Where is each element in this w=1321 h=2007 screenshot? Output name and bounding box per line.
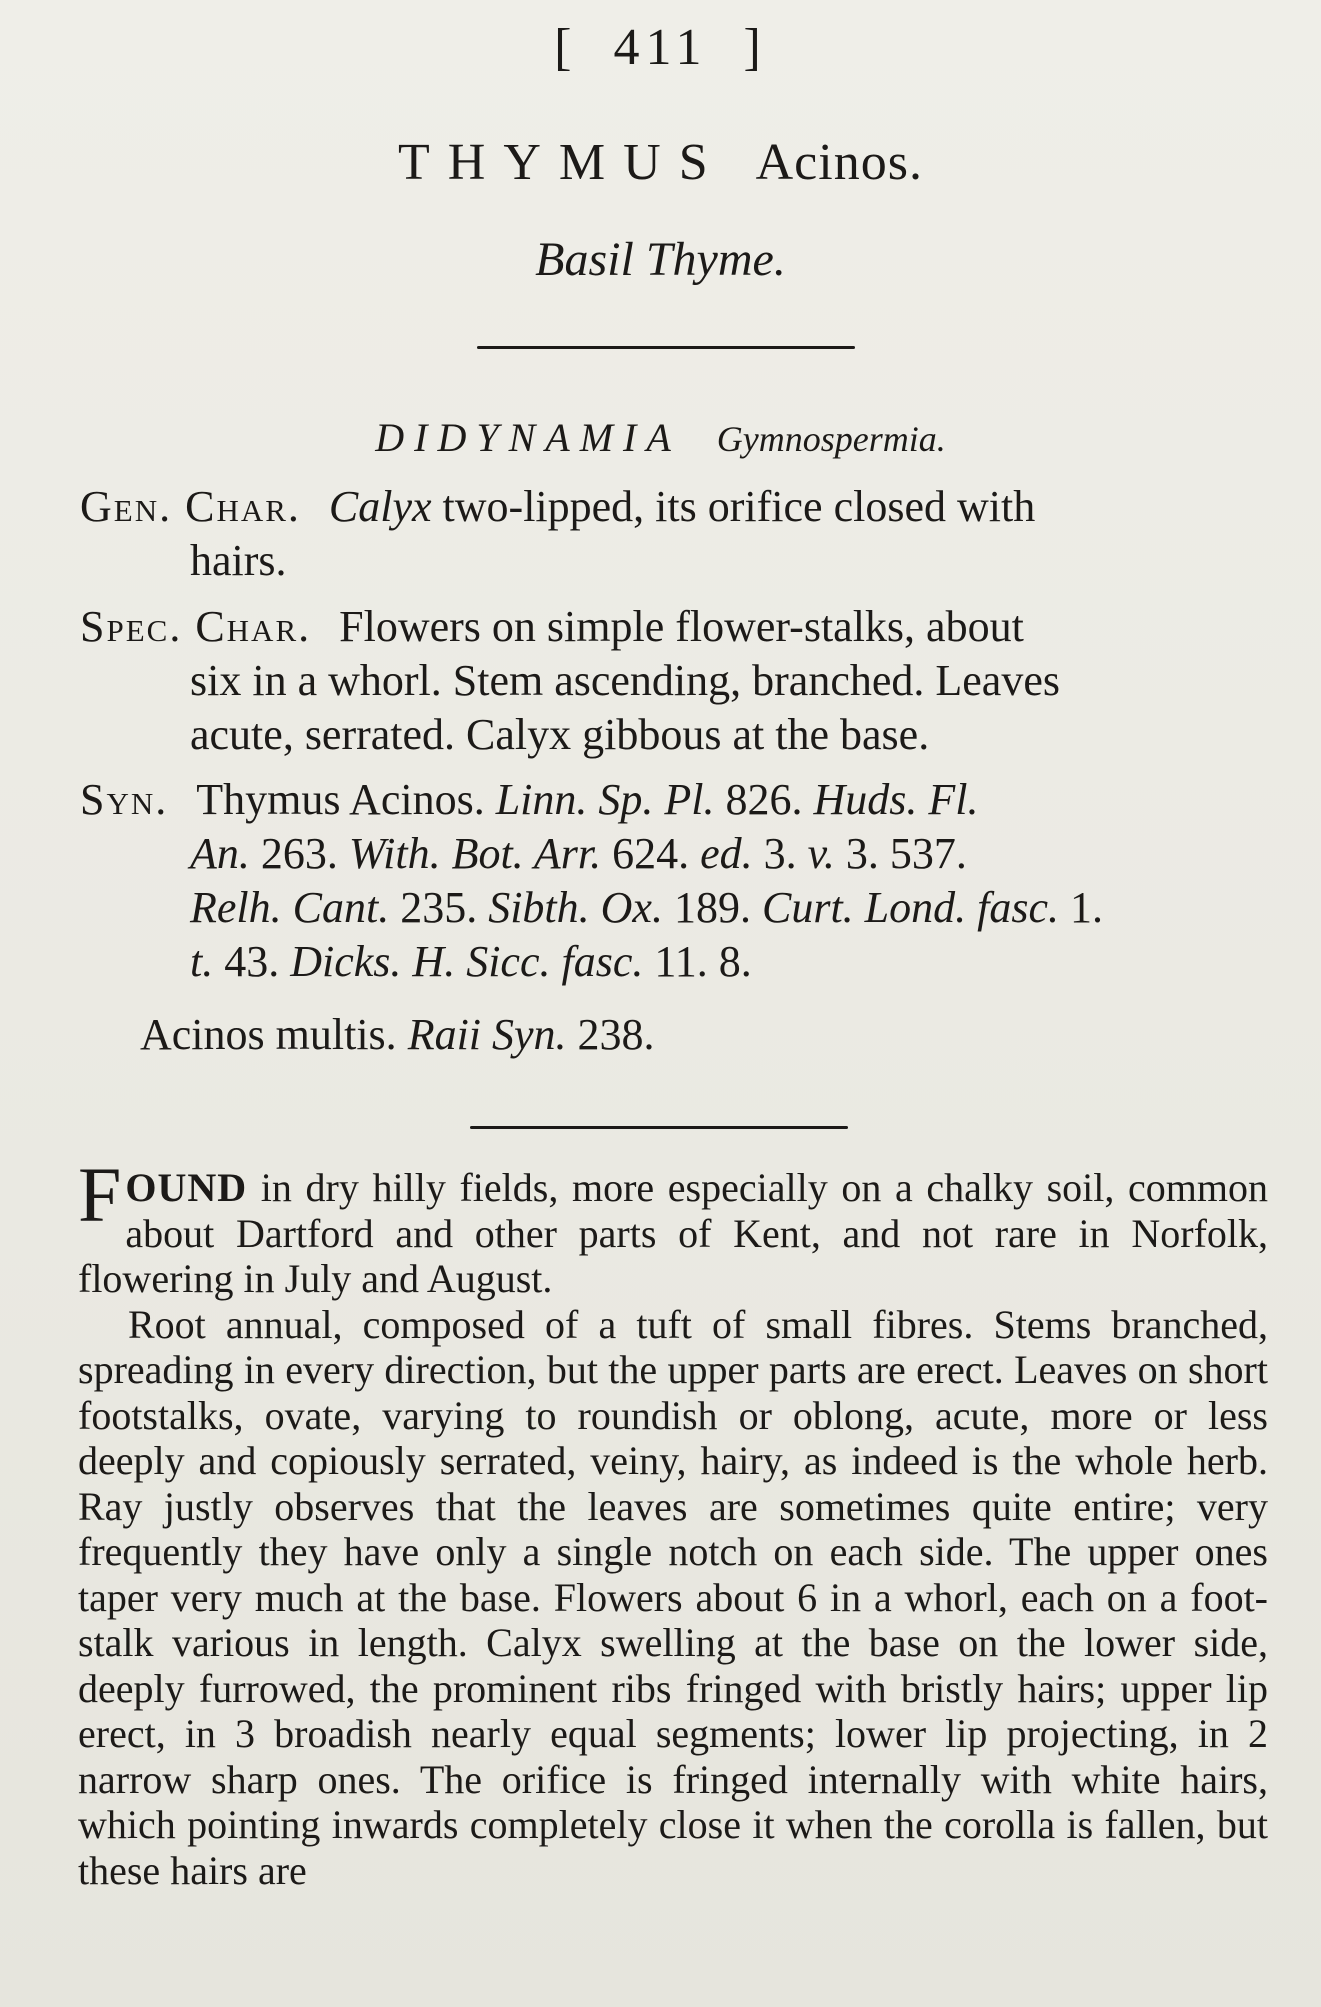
syn-line-1 — [80, 773, 1260, 827]
syn-ref: Sibth. Ox. — [488, 883, 663, 932]
page-number: 411 — [613, 19, 708, 76]
acinos-ref: Raii Syn. — [407, 1010, 567, 1059]
syn-text: 189. — [662, 883, 762, 932]
gen-char-text: two-lipped, its orifice closed with — [431, 482, 1036, 531]
syn-line-3 — [80, 881, 1260, 935]
syn-text: 3. — [752, 829, 808, 878]
syn-text: 263. — [249, 829, 349, 878]
acinos-name: Acinos multis. — [140, 1010, 408, 1059]
divider-rule-top — [477, 346, 855, 349]
syn-text: Thymus Acinos. — [196, 775, 496, 824]
syn-line-4 — [80, 935, 1260, 989]
species-title — [0, 133, 1321, 192]
drop-cap: F — [78, 1151, 122, 1238]
syn-ref: Dicks. H. Sicc. fasc. — [290, 937, 644, 986]
gen-char-label: Gen. Char. — [80, 482, 301, 531]
opening-caps: OUND — [125, 1165, 248, 1210]
gen-char-text-cont: hairs. — [190, 536, 287, 585]
syn-text: 1. — [1059, 883, 1104, 932]
acinos-synonym — [140, 1008, 655, 1062]
spec-char-line3: acute, serrated. Calyx gibbous at the base. — [190, 710, 930, 759]
genus-name: THYMUS — [398, 134, 726, 191]
syn-text: 43. — [213, 937, 291, 986]
syn-text: 11. 8. — [643, 937, 752, 986]
syn-ref: Curt. Lond. fasc. — [761, 883, 1060, 932]
close-bracket: ] — [743, 19, 767, 76]
syn-ref: Huds. Fl. — [813, 775, 979, 824]
syn-ref: With. Bot. Arr. — [348, 829, 602, 878]
classification — [0, 414, 1321, 461]
description-body — [78, 1151, 1268, 1893]
divider-rule-bottom — [470, 1126, 848, 1129]
synonyms — [80, 773, 1260, 989]
species-name: Acinos. — [755, 134, 923, 191]
spec-char-label: Spec. Char. — [80, 602, 312, 651]
gen-char-italic: Calyx — [328, 482, 432, 531]
generic-character — [80, 480, 1260, 588]
common-name: Basil Thyme. — [535, 233, 786, 286]
syn-ref: An. — [190, 829, 250, 878]
page-number-header — [0, 18, 1321, 77]
syn-ref: ed. — [700, 829, 753, 878]
syn-text: 624. — [601, 829, 701, 878]
linnaean-class: DIDYNAMIA — [375, 415, 681, 460]
syn-text: 3. 537. — [834, 829, 967, 878]
paragraph-description: Root annual, composed of a tuft of small fibres. Stems branched, spreading in every direction, but the upper parts are erect. Leaves on short footstalks, ovate, varying to roundish or oblong, acute, more or less deeply and copiously serrated, veiny, hairy, as indeed is the whole herb. Ray justly observes that the leaves are sometimes quite entire; very frequently they have only a single notch on each side. The upper ones taper very much at the base. Flowers about 6 in a whorl, each on a foot-stalk various in length. Calyx swelling at the base on the lower side, deeply furrowed, the prominent ribs fringed with bristly hairs; upper lip erect, in 3 broadish nearly equal segments; lower lip projecting, in 2 narrow sharp ones. The orifice is fringed internally with white hairs, which pointing inwards completely close it when the corolla is fallen, but these hairs are — [78, 1301, 1268, 1893]
spec-char-line1: Flowers on simple flower-stalks, about — [339, 602, 1024, 651]
acinos-num: 238. — [566, 1010, 655, 1059]
paragraph-habitat-text: in dry hilly fields, more especially on a chalky soil, common about Dartford and other parts of Kent, and not rare in Norfolk, flowering in July and August. — [78, 1165, 1268, 1301]
syn-ref: v. — [807, 829, 835, 878]
syn-line-2 — [80, 827, 1260, 881]
open-bracket: [ — [554, 19, 578, 76]
paragraph-habitat — [78, 1151, 1268, 1302]
syn-ref: t. — [190, 937, 214, 986]
syn-text: 235. — [389, 883, 489, 932]
syn-ref: Relh. Cant. — [190, 883, 390, 932]
syn-ref: Linn. Sp. Pl. — [495, 775, 715, 824]
syn-text: 826. — [714, 775, 814, 824]
syn-label: Syn. — [80, 775, 169, 824]
linnaean-order: Gymnospermia. — [716, 419, 946, 459]
spec-char-line2: six in a whorl. Stem ascending, branched. Leaves — [190, 656, 1060, 705]
specific-character — [80, 600, 1260, 762]
